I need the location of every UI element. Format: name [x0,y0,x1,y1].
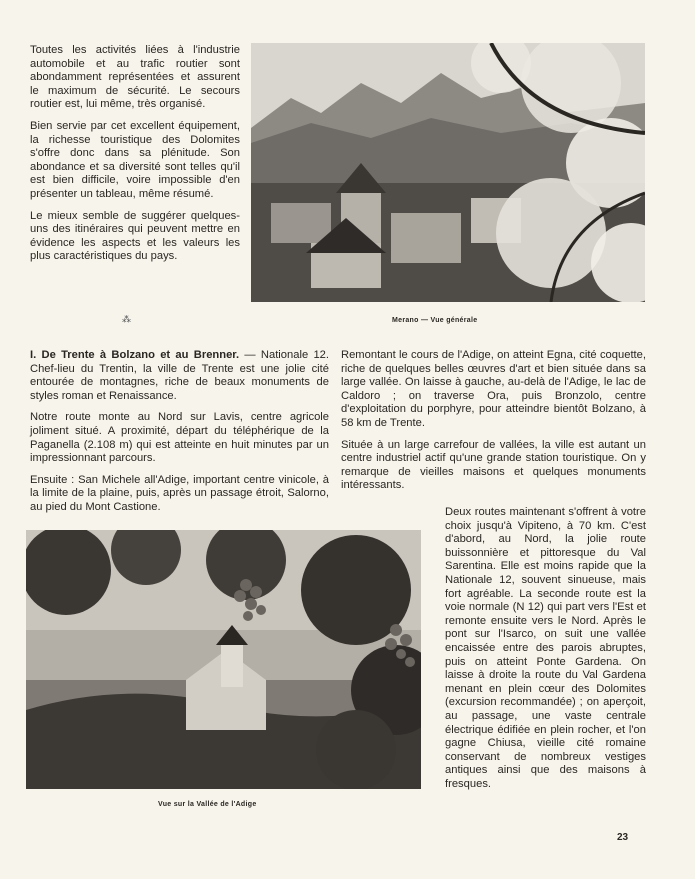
right-column-upper [341,349,646,493]
intro-paragraph-1: Toutes les activités liées à l'industrie automobile et au trafic routier sont abondamment représentées et assurent le maximum de sécurité. Le secours routier est, lui même, très organisé. [30,44,240,111]
section-paragraph-3: Ensuite : San Michele all'Adige, important centre vinicole, à la limite de la plaine, puis, après un passage étroit, Salorno, au pied du Mont Castione. [30,473,329,513]
section-paragraph-1 [30,349,329,403]
intro-column [30,44,240,264]
intro-paragraph-3: Le mieux semble de suggérer quelques-uns des itinéraires qui peuvent mettre en évidence les aspects et les valeurs les plus caractéristiques du pays. [30,209,240,263]
section-heading: I. De Trente à Bolzano et au Brenner. [30,349,240,361]
section-lead: — Nationale 12. Chef-lieu du Trentin, la ville de Trente est une jolie cité entourée de montagnes, riche de beaux monuments de styles roman et Renaissance. [30,349,329,402]
section-paragraph-2: Notre route monte au Nord sur Lavis, centre agricole joliment situé. A proximité, départ du téléphérique de la Paganella (2.108 m) qui est atteinte en huit minutes par un impressionnant parcours. [30,411,329,465]
merano-caption: Merano — Vue générale [392,317,478,324]
intro-paragraph-2: Bien servie par cet excellent équipement, la richesse touristique des Dolomites s'offre donc dans sa plénitude. Son abondance et sa diversité sont telles qu'il est bien difficile, voire impossible d'en présenter un tableau, même résumé. [30,119,240,200]
section-left-column [30,349,329,515]
right-paragraph-1: Remontant le cours de l'Adige, on atteint Egna, cité coquette, riche de quelques belles œuvres d'art et bien située dans sa large vallée. On laisse à gauche, au-delà de l'Adige, le lac de Caldoro ; on traverse Ora, puis Bronzolo, centre d'exploitation du porphyre, pour atteindre bientôt Bolzano, à 58 km de Trente. [341,349,646,429]
merano-photo-illustration [251,43,645,302]
merano-photo [251,43,645,302]
section-ornament: ⁂ [122,314,131,324]
adige-caption: Vue sur la Vallée de l'Adige [158,801,257,808]
bottom-right-column [445,506,646,791]
adige-valley-photo-illustration [26,530,421,789]
right-paragraph-2: Située à un large carrefour de vallées, la ville est autant un centre industriel actif qu'une grande station touristique. On y remarque de vieilles maisons et quelques monuments intéressants. [341,438,646,492]
adige-valley-photo [26,530,421,789]
page-number: 23 [617,832,629,843]
bottom-right-paragraph: Deux routes maintenant s'offrent à votre choix jusqu'à Vipiteno, à 70 km. C'est d'abord, au Nord, la jolie route buissonnière et pittoresque du Val Sarentina. Elle est moins rapide que la Nationale 12, souvent sinueuse, mais fort agréable. La seconde route est la voie normale (N 12) qui part vers l'Est et remonte ensuite vers le Nord. Après le pont sur l'Isarco, on suit une vallée encaissée entre des parois abruptes, puis on atteint Ponte Gardena. On laisse à droite la route du Val Gardena menant en plein cœur des Dolomites (excursion recommandée) ; on aperçoit, au passage, une vaste centrale électrique édifiée en plein rocher, et l'on gagne Chiusa, vieille cité romaine conservant de nombreux vestiges antiques ainsi que des maisons à fresques. [445,506,646,790]
